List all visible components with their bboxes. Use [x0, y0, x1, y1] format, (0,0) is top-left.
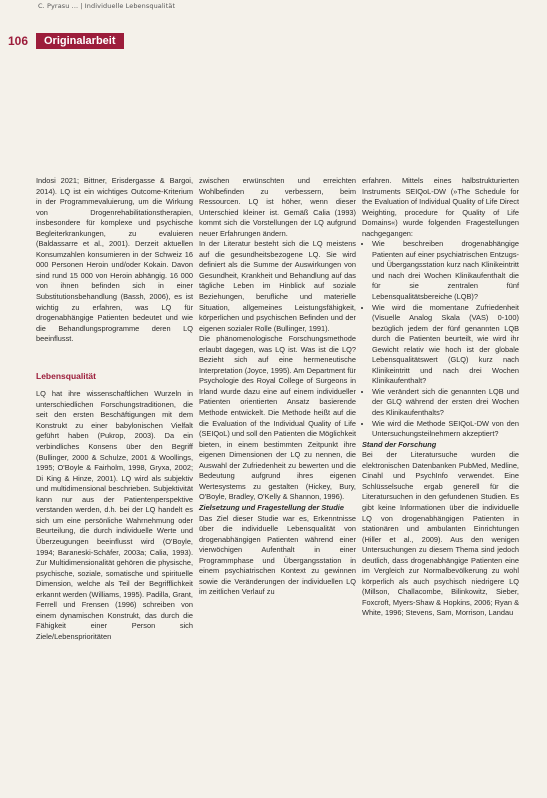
- section-heading: Lebensqualität: [36, 370, 96, 381]
- research-questions-list: [362, 239, 519, 439]
- column-2: [199, 176, 356, 598]
- paragraph: LQ hat ihre wissenschaftlichen Wurzeln in unterschiedlichen Forschungstraditionen, die seit den ersten Beschäftigungen mit dem Konstrukt zu einer babylonischen Vielfalt geführt haben (Pukrop, 2003). Da ein verbindliches Konsens über den Begriff (Bullinger, 2000 & Schulze, 2001 & Woollings, 1995; O'Boyle & Fairholm, 1998, Gryxa, 2002; Di King & Hinze, 2001). LQ wird als subjektiv und multidimensional beschrieben. Subjektivität kann nur aus der Patientenperspektive verstanden werden, d.h. bei der LQ handelt es sich um eine persönliche Wahrnehmung oder Beurteilung, die durch individuelle Werte und Überzeugungen beeinflusst wird (O'Boyle, 1994; Baraneski-Schäfer, 2003a; Calia, 1993). Zur Multidimensionalität gehören die physische, psychische, soziale, somatische und spirituelle Dimension, welche als Teil der Begrifflichkeit erkannt werden (Williams, 1995). Padilla, Grant, Ferrell und Frensen (1996) schreiben von einem dynamischen Konstrukt, das durch die Fähigkeit einer Person sich Ziele/Lebensprioritäten: [36, 389, 193, 641]
- paragraph: Bei der Literatursuche wurden die elektronischen Datenbanken PubMed, Medline, Cinahl und PsychInfo verwendet. Eine Schlüsselsuche ergab generell für die Literatursuchen in den gefundenen Studien. Es gibt keine Informationen über die individuelle LQ von drogenabhängigen Patienten in stationären und ambulanten Einrichtungen (Hiller et al., 2009). Aus den wenigen Untersuchungen zu diesem Thema sind jedoch deutlich, dass drogenabhängige Patienten eine im Vergleich zur Normalbevölkerung zu wohl körperlich als auch psychisch niedrigere LQ (Millson, Challacombe, Bilinkowitz, Sieber, Foxcroft, Myers-Shaw & Hopkins, 2006; Ryan & White, 1996; Stevens, Sam, Morrison, Landau: [362, 450, 519, 618]
- page-number: 106: [8, 34, 29, 48]
- list-item: • Wie wird die momentane Zufriedenheit (Visuelle Analog Skala (VAS) 0-100) bezüglich jedem der fünf genannten LQB durch die Patienten beurteilt, wie wird ihr Gewicht relativ wie hoch ist der globale Lebensqualitätswert (GLQ) kurz nach Klinikeintritt und nach drei Wochen Klinikaufenthalt?: [372, 303, 519, 387]
- subsection-heading: Stand der Forschung: [362, 439, 437, 449]
- list-item: • Wie verändert sich die genannten LQB und der GLQ während der ersten drei Wochen des Klinikaufenthalts?: [372, 387, 519, 419]
- section-tag: Originalarbeit: [36, 33, 124, 49]
- paragraph: Die phänomenologische Forschungsmethode erlaubt dagegen, was LQ ist. Was ist die LQ? Bezieht sich auf eine hermeneutische Interpretation (Joyce, 1995). Am Department für Psychologie des Royal College of Surgeons in Irland wurde dazu eine auf einem individueller Patienten orientierten Ansatz basierende Methode entwickelt. Die Methode heißt auf die die Evaluation of the Individual Quality of Life (SEIQoL) und soll den Patienten die Möglichkeit bieten, in einem bestimmten Zeitpunkt ihre eigenen Dimensionen der LQ zu nennen, die Auswahl der Zufriedenheit zu bewerten und die Bedeutung aufgrund ihres eigenen Wertesystems zu gestalten (Hickey, Bury, O'Boyle, Bradley, O'Kelly & Shannon, 1996).: [199, 334, 356, 502]
- paragraph: In der Literatur besteht sich die LQ meistens auf die gesundheitsbezogene LQ. Sie wird definiert als die Summe der Auswirkungen von Gesundheit, Krankheit und Behandlung auf das tägliche Leben im Hinblick auf soziale Beziehungen, berufliche und materielle Situation, allgemeines Leistungsfähigkeit, körperlichen und psychischen Befinden und der eigenen sozialer Rolle (Bullinger, 1991).: [199, 239, 356, 333]
- paragraph: zwischen erwünschten und erreichten Wohlbefinden zu verbessern, beim Ressourcen. LQ ist höher, wenn dieser Unterschied kleiner ist. Gemäß Calia (1993) kommt sich die Vorstellungen der LQ aufgrund neuer Erfahrungen ändern.: [199, 176, 356, 238]
- running-head: C. Pyrasu ... | Individuelle Lebensqualität: [38, 2, 176, 10]
- column-3: [362, 176, 519, 619]
- paragraph: Das Ziel dieser Studie war es, Erkenntnisse über die individuelle Lebensqualität von drogenabhängigen Patienten während einer vierwöchigen Aufenthalt in einer Programmphase und Übergangsstation in einem psychiatrischen Kontext zu gewinnen sowie die Veränderungen der individuellen LQ im zeitlichen Verlauf zu: [199, 513, 356, 597]
- column-1: [36, 176, 193, 642]
- list-item: • Wie beschreiben drogenabhängige Patienten auf einer psychiatrischen Entzugs- und Übergangsstation kurz nach Klinikeintritt und nach drei Wochen Klinikaufenthalt die für sie zentralen fünf Lebensqualitätsbereiche (LQB)?: [372, 239, 519, 302]
- list-item: • Wie wird die Methode SEIQoL-DW von den Untersuchungsteilnehmern akzeptiert?: [372, 419, 519, 440]
- paragraph: erfahren. Mittels eines halbstrukturierten Instruments SEIQoL-DW (»The Schedule for the Evaluation of Individual Quality of Life Direct Weighting, procedure for Quality of Life Domains«) wurde folgenden Fragestellungen nachgegangen:: [362, 176, 519, 238]
- paragraph: Indosi 2021; Bittner, Erisdergasse & Bargoi, 2014). LQ ist ein wichtiges Outcome-Kriterium in der Programmevaluierung, um die Wirkung von Drogenrehabilitationstherapien, insbesondere für komplexe und psychische Begleiterkrankungen, zu evaluieren (Baldassarre et al., 2001). Derzeit aktuellen Konsumzahlen konsumieren in der Schweiz 16 000 Personen Heroin und/oder Kokain. Davon sind rund 15 000 von Heroin abhängig. 16 000 von ihnen befinden sich in einer Substitutionsbehandlung (Bassh, 2006), es ist wichtig zu erfahren, was LQ für drogenabhängige Patienten bedeutet und wie die Behandlungsprogramme deren LQ beeinflusst.: [36, 176, 193, 344]
- subsection-heading: Zielsetzung und Fragestellung der Studie: [199, 502, 344, 512]
- header-bar: [8, 33, 538, 49]
